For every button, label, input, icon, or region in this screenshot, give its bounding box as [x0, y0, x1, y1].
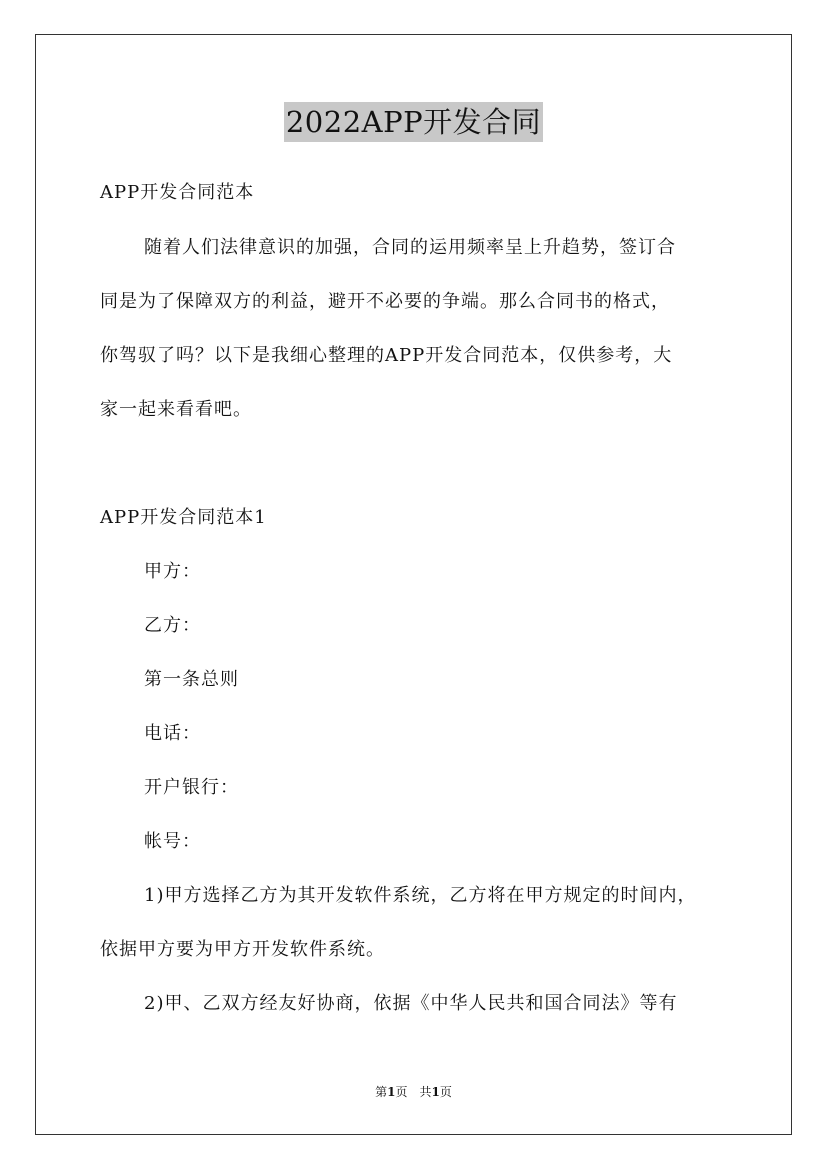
intro-line: 随着人们法律意识的加强，合同的运用频率呈上升趋势，签订合 [144, 237, 676, 258]
document-title: 2022APP开发合同 [284, 102, 543, 142]
article-heading: 第一条总则 [144, 669, 239, 690]
clause-line: 2)甲、乙双方经友好协商，依据《中华人民共和国合同法》等有 [144, 993, 678, 1014]
footer-prefix: 第 [375, 1085, 388, 1099]
footer-total-pages: 1 [431, 1085, 440, 1099]
party-a-label: 甲方： [144, 561, 201, 582]
section-heading: APP开发合同范本 [100, 182, 255, 203]
page-footer [0, 1084, 827, 1100]
footer-suffix: 页 [439, 1085, 452, 1099]
clause-line: 1)甲方选择乙方为其开发软件系统，乙方将在甲方规定的时间内， [144, 885, 697, 906]
intro-line: 你驾驭了吗？以下是我细心整理的APP开发合同范本，仅供参考，大 [100, 345, 673, 366]
intro-line: 同是为了保障双方的利益，避开不必要的争端。那么合同书的格式， [100, 291, 670, 312]
party-b-label: 乙方： [144, 615, 201, 636]
account-label: 帐号： [144, 831, 201, 852]
title-container [0, 102, 827, 142]
footer-mid: 页 共 [395, 1085, 432, 1099]
footer-page-number: 1 [387, 1085, 396, 1099]
phone-label: 电话： [144, 723, 201, 744]
clause-line: 依据甲方要为甲方开发软件系统。 [100, 939, 385, 960]
intro-line: 家一起来看看吧。 [100, 399, 252, 420]
bank-label: 开户银行： [144, 777, 239, 798]
section-heading: APP开发合同范本1 [100, 507, 267, 528]
